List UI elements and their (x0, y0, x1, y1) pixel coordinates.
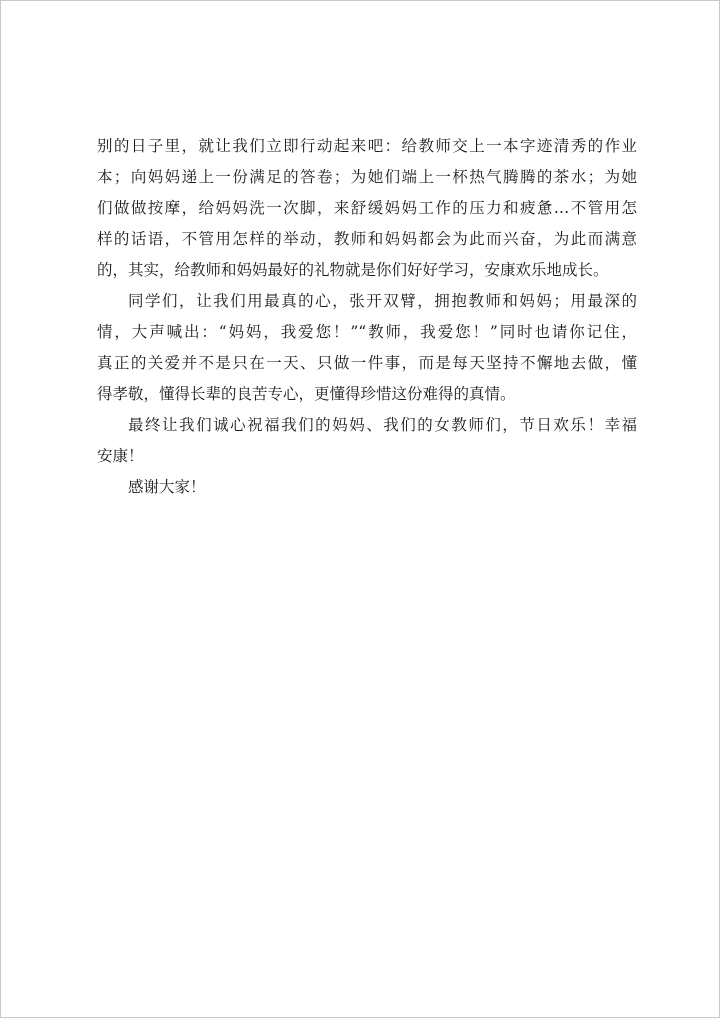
text-line: 同学们，让我们用最真的心，张开双臂，拥抱教师和妈妈；用最深的 (128, 292, 637, 310)
paragraph-1 (97, 131, 637, 286)
text-line: 最终让我们诚心祝福我们的妈妈、我们的女教师们，节日欢乐！幸福 (128, 416, 637, 434)
text-line: 别的日子里，就让我们立即行动起来吧：给教师交上一本字迹清秀的作业 (97, 137, 637, 155)
text-line: 情，大声喊出：“妈妈，我爱您！”“教师，我爱您！”同时也请你记住， (97, 323, 637, 341)
paragraph-2 (97, 286, 637, 410)
paragraph-3 (97, 410, 637, 472)
text-line: 们做做按摩，给妈妈洗一次脚，来舒缓妈妈工作的压力和疲惫…不管用怎 (97, 199, 637, 217)
text-line: 真正的关爱并不是只在一天、只做一件事，而是每天坚持不懈地去做，懂 (97, 354, 637, 372)
text-line: 感谢大家！ (128, 478, 206, 496)
text-line: 安康！ (97, 447, 144, 465)
paragraph-4 (97, 472, 637, 503)
text-line: 样的话语，不管用怎样的举动，教师和妈妈都会为此而兴奋，为此而满意 (97, 230, 637, 248)
document-body (97, 131, 637, 503)
text-line: 本；向妈妈递上一份满足的答卷；为她们端上一杯热气腾腾的茶水；为她 (97, 168, 637, 186)
text-line: 的，其实，给教师和妈妈最好的礼物就是你们好好学习，安康欢乐地成长。 (97, 261, 609, 279)
text-line: 得孝敬，懂得长辈的良苦专心，更懂得珍惜这份难得的真情。 (97, 385, 516, 403)
